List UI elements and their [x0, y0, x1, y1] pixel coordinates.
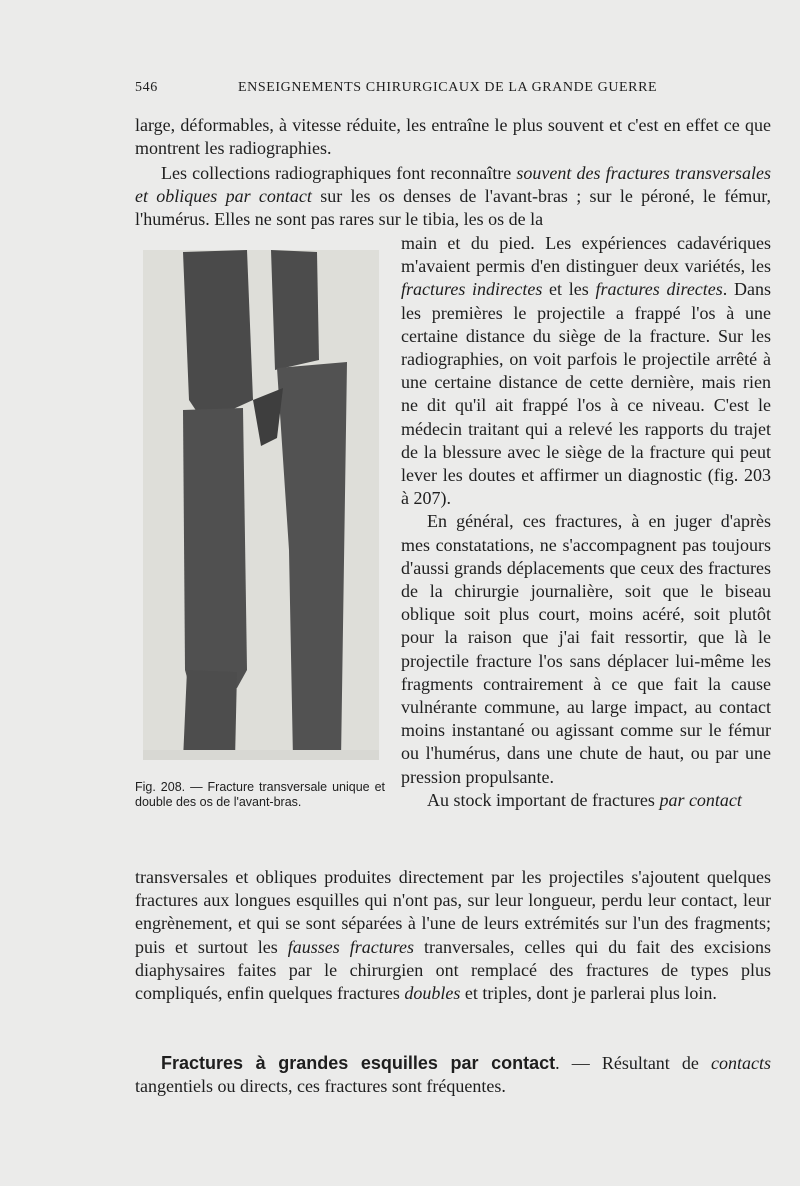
section-heading: Fractures à grandes esquilles par contact [161, 1053, 556, 1073]
column-paragraph-2: En général, ces fractures, à en juger d'après mes constatations, ne s'accompagnent pas toujours d'aussi grands déplacements que ceux des fractures de la chirurgie journalière, soit que le biseau oblique soit plus court, moins acéré, soit plutôt pour la raison que j'ai fait ressortir, que là le projectile fracture l'os sans déplacer lui-même les fragments contrairement à ce que fait la cause vulnérante commune, au large impact, au contact moins instantané ou agissant comme sur le fémur ou l'humérus, dans une chute de haut, ou par une pression propulsante. [401, 511, 771, 787]
radiograph-figure [143, 250, 379, 760]
section-fractures-esquilles: Fractures à grandes esquilles par contact. — Résultant de contacts tangentiels ou directs, ces fractures sont fréquentes. [135, 1053, 771, 1097]
column-paragraph-3: Au stock important de fractures par contact [427, 789, 742, 810]
text-column [401, 232, 771, 812]
column-paragraph-1: main et du pied. Les expériences cadavériques m'avaient permis d'en distinguer deux variétés, les fractures indirectes et les fractures directes. Dans les premières le projectile a frappé l'os à une certaine distance du siège de la fracture. Sur les radiographies, on voit parfois le projectile arrêté à une certaine distance de cette dernière, mais rien ne dit qu'il ait frappé l'os à ce niveau. C'est le médecin traitant qui a relevé les rapports du trajet de la blessure avec le siège de la fracture qui peut lever les doutes et affirmer un diagnostic (fig. 203 à 207). [401, 233, 771, 509]
page-number: 546 [135, 80, 158, 95]
paragraph-1: large, déformables, à vitesse réduite, les entraîne le plus souvent et c'est en effet ce que montrent les radiographies. [135, 115, 771, 159]
forearm-radiograph-image [143, 250, 379, 760]
paragraph-2: Les collections radiographiques font reconnaître souvent des fractures transversales et obliques par contact sur les os denses de l'avant-bras ; sur le péroné, le fémur, l'humérus. Elles ne sont pas rares sur le tibia, les os de la [135, 163, 771, 230]
paragraph-after-figure: transversales et obliques produites directement par les projectiles s'ajoutent quelques fractures aux longues esquilles qui n'ont pas, sur leur longueur, perdu leur contact, leur engrènement, et qui se sont séparées à l'une de leurs extrémités sur l'un des fragments; puis et surtout les fausses fractures tranversales, celles qui du fait des excisions diaphysaires faites par le chirurgien ont remplacé des fractures de types plus compliqués, enfin quelques fractures doubles et triples, dont je parlerai plus loin. [135, 867, 771, 1004]
figure-caption: Fig. 208. — Fracture transversale unique et double des os de l'avant-bras. [135, 780, 385, 809]
running-head-title: ENSEIGNEMENTS CHIRURGICAUX DE LA GRANDE GUERRE [238, 80, 658, 95]
